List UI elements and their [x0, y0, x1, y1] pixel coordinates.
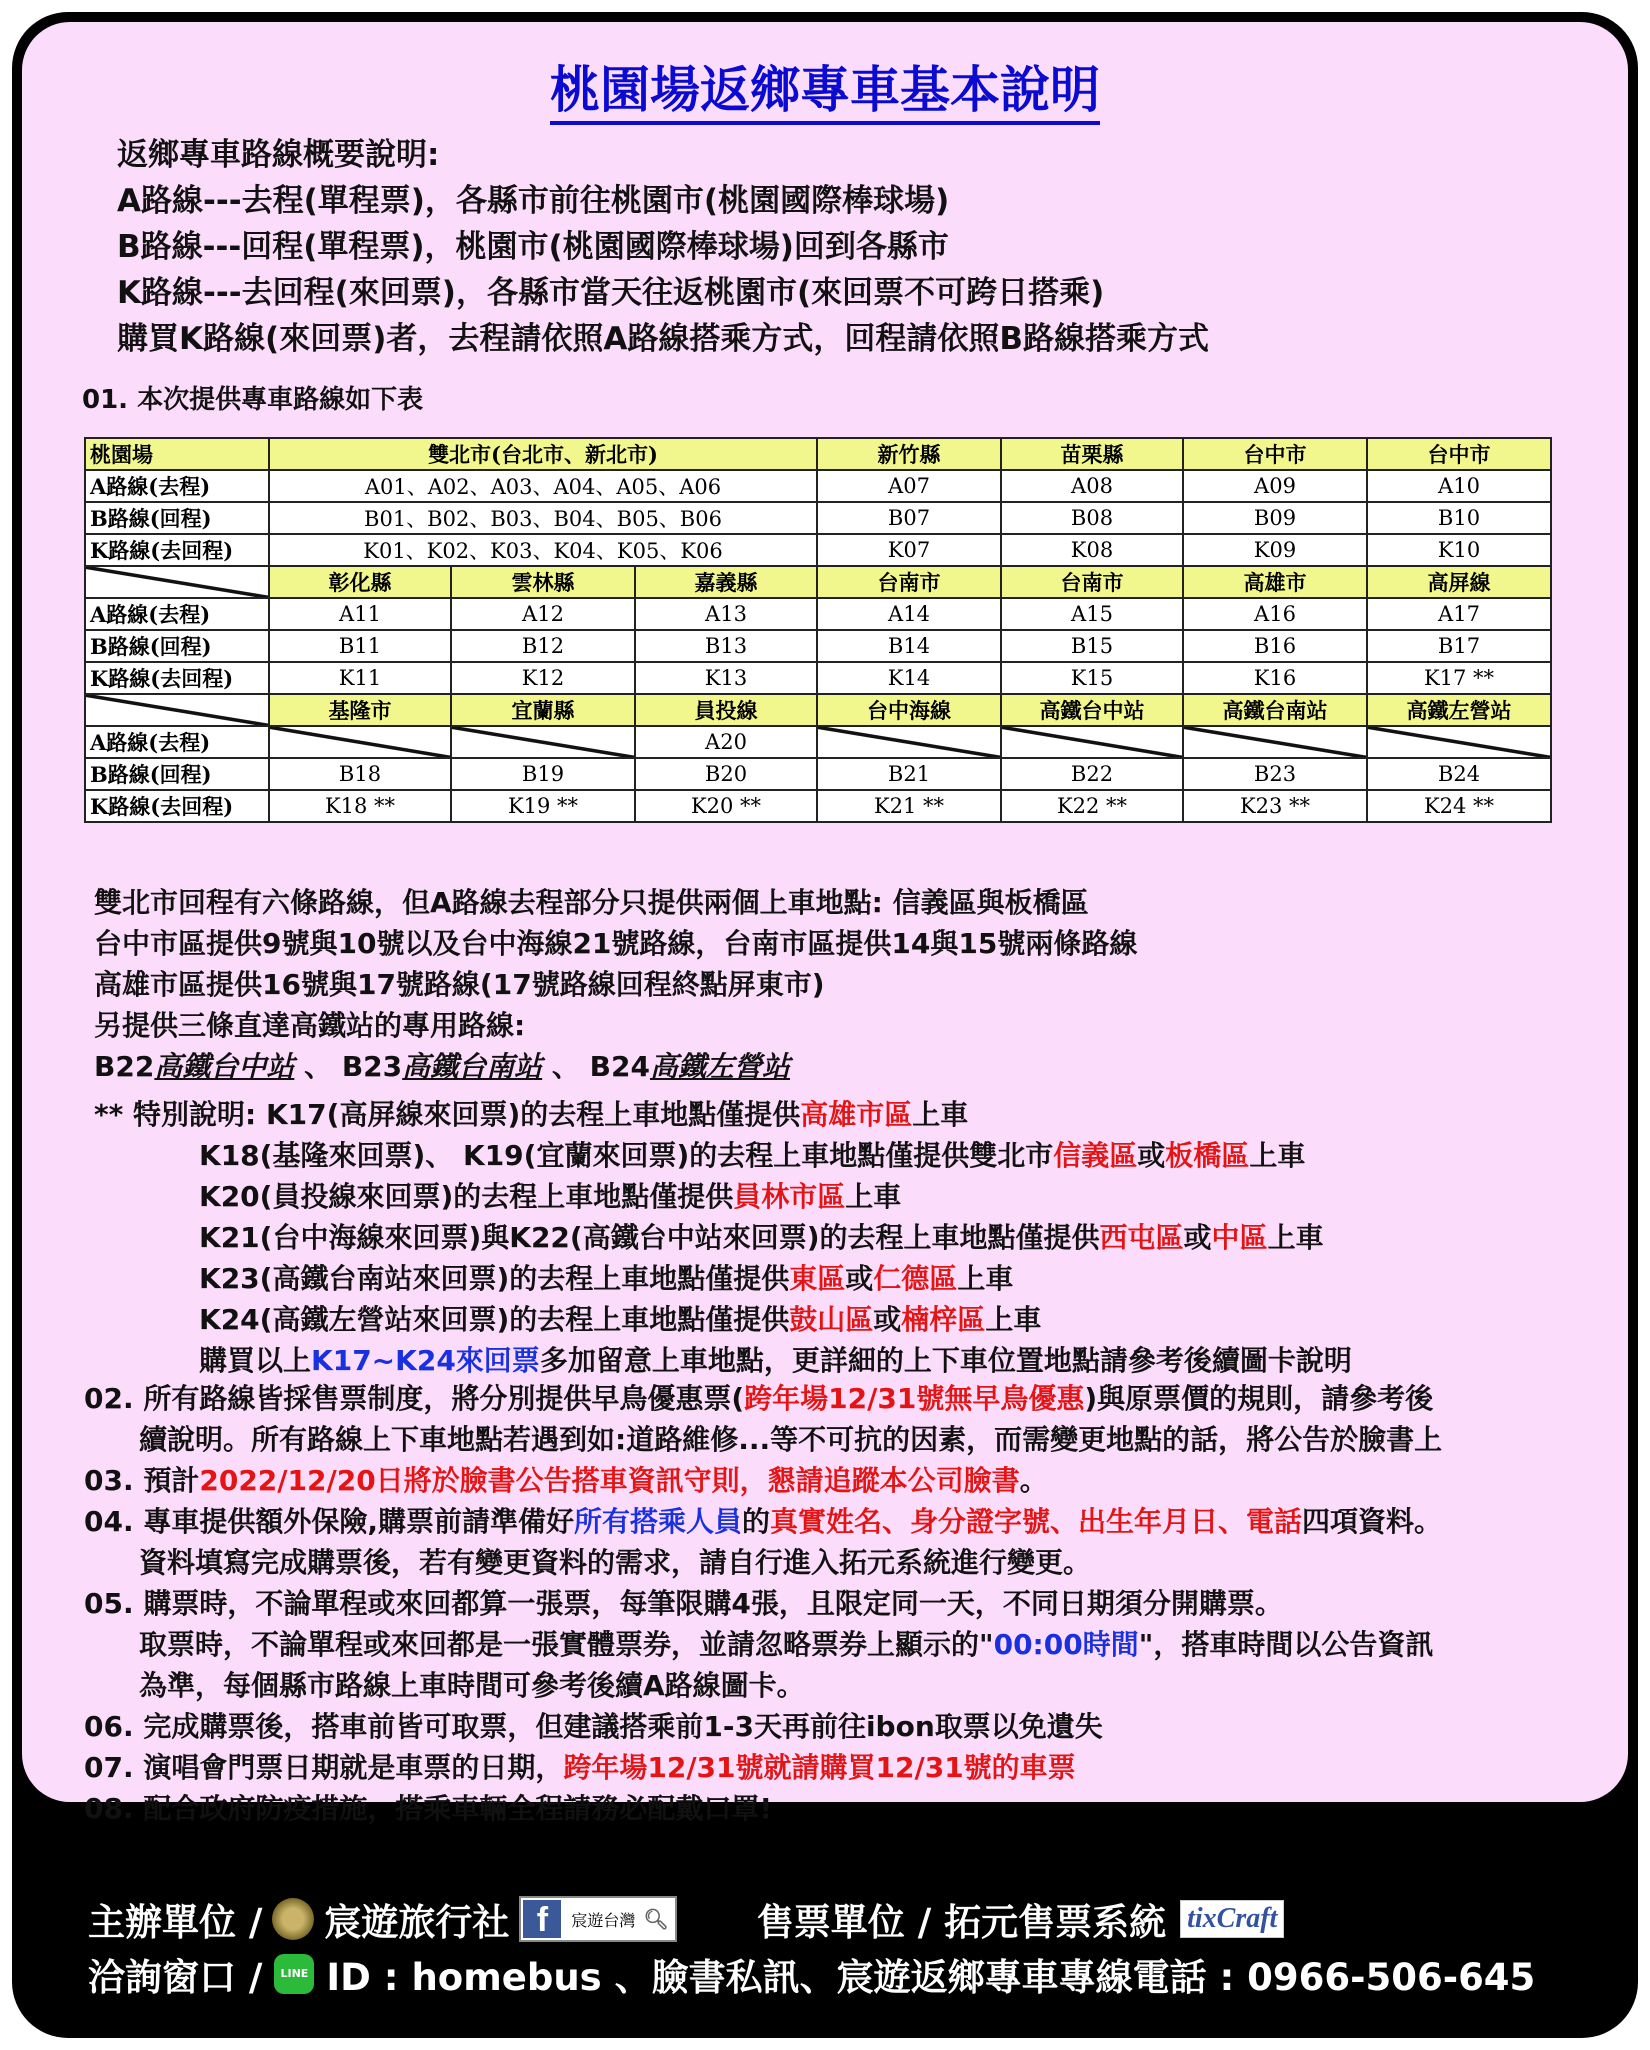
table-cell: A10	[1367, 470, 1551, 502]
highlight-red: 鼓山區	[789, 1303, 874, 1336]
text: 03. 預計	[84, 1464, 200, 1497]
table-cell: B19	[451, 758, 635, 790]
page-title-text: 桃園場返鄉專車基本說明	[550, 61, 1100, 125]
table-cell: K09	[1183, 534, 1367, 566]
row-label: K路線(去回程)	[85, 534, 269, 566]
table-cell: B16	[1183, 630, 1367, 662]
table-cell: B13	[635, 630, 817, 662]
item-03	[84, 1460, 1442, 1501]
table-header: 台中市	[1367, 438, 1551, 470]
text: 購買以上	[199, 1344, 312, 1377]
hsr-station: 高鐵台南站	[402, 1050, 543, 1083]
note-line: 高雄市區提供16號與17號路線(17號路線回程終點屏東市)	[94, 968, 825, 1001]
row-label: K路線(去回程)	[85, 790, 269, 822]
organizer-label: 主辦單位 /	[88, 1901, 263, 1944]
table-cell-empty	[817, 726, 1001, 758]
special-line	[94, 1258, 1352, 1299]
row-label: A路線(去程)	[85, 726, 269, 758]
table-row	[85, 598, 1551, 630]
table-row	[85, 758, 1551, 790]
table-cell: K15	[1001, 662, 1183, 694]
table-cell: K10	[1367, 534, 1551, 566]
separator: 、	[294, 1050, 342, 1083]
search-icon: 🔍︎	[643, 1907, 669, 1931]
numbered-items	[84, 1378, 1442, 1829]
text: 或	[873, 1303, 902, 1336]
table-cell: B20	[635, 758, 817, 790]
highlight-blue: 00:00時間	[993, 1628, 1139, 1661]
table-header: 宜蘭縣	[451, 694, 635, 726]
text: "，搭車時間以公告資訊	[1138, 1628, 1434, 1661]
table-header: 嘉義縣	[635, 566, 817, 598]
text: 或	[1183, 1221, 1212, 1254]
table-header: 高鐵左營站	[1367, 694, 1551, 726]
text: 多加留意上車地點，更詳細的上下車位置地點請參考後續圖卡說明	[539, 1344, 1352, 1377]
table-cell: B10	[1367, 502, 1551, 534]
table-cell-empty	[451, 726, 635, 758]
text: ** 特別說明: K17(高屏線來回票)的去程上車地點僅提供	[94, 1098, 801, 1131]
hsr-code: B23	[341, 1050, 403, 1083]
text: 上車	[1249, 1139, 1306, 1172]
text: K24(高鐵左營站來回票)的去程上車地點僅提供	[199, 1303, 790, 1336]
row-label: A路線(去程)	[85, 470, 269, 502]
footer-row-organizer	[88, 1892, 1284, 1946]
route-summary	[117, 132, 1209, 362]
special-line	[94, 1340, 1352, 1381]
hsr-routes	[94, 1046, 1137, 1087]
table-cell: K16	[1183, 662, 1367, 694]
highlight-red: 2022/12/20日將於臉書公告搭車資訊守則，懇請追蹤本公司臉書	[199, 1464, 1020, 1497]
note-line: 另提供三條直達高鐵站的專用路線:	[94, 1009, 526, 1042]
text: 上車	[912, 1098, 969, 1131]
text: 04. 專車提供額外保險,購票前請準備好	[84, 1505, 574, 1538]
page-frame	[12, 12, 1638, 2038]
hsr-code: B22	[94, 1050, 155, 1083]
table-cell: K24 **	[1367, 790, 1551, 822]
table-cell: B23	[1183, 758, 1367, 790]
note-line: 台中市區提供9號與10號以及台中海線21號路線，台南市區提供14與15號兩條路線	[94, 927, 1138, 960]
table-header: 新竹縣	[817, 438, 1001, 470]
special-line	[94, 1217, 1352, 1258]
highlight-red: 板橋區	[1165, 1139, 1250, 1172]
table-cell: K01、K02、K03、K04、K05、K06	[269, 534, 817, 566]
table-cell-empty	[1367, 726, 1551, 758]
highlight-red: 跨年場12/31號無早鳥優惠	[744, 1382, 1085, 1415]
row-label: B路線(回程)	[85, 630, 269, 662]
table-header: 高雄市	[1183, 566, 1367, 598]
item-05-cont: 為準，每個縣市路線上車時間可參考後續A路線圖卡。	[139, 1669, 805, 1702]
table-cell: B24	[1367, 758, 1551, 790]
table-cell: K14	[817, 662, 1001, 694]
table-cell: B11	[269, 630, 451, 662]
hsr-station: 高鐵台中站	[154, 1050, 295, 1083]
table-row	[85, 470, 1551, 502]
table-cell-empty	[1183, 726, 1367, 758]
item-02-cont: 續說明。所有路線上下車地點若遇到如:道路維修...等不可抗的因素，而需變更地點的話，將公告於臉書上	[139, 1423, 1443, 1456]
table-cell: K22 **	[1001, 790, 1183, 822]
item-05: 05. 購票時，不論單程或來回都算一張票，每筆限購4張，且限定同一天，不同日期須分開購票。	[84, 1587, 1283, 1620]
item-07	[84, 1747, 1442, 1788]
highlight-red: 員林市區	[733, 1180, 846, 1213]
table-cell: A09	[1183, 470, 1367, 502]
table-cell: A14	[817, 598, 1001, 630]
table-header: 苗栗縣	[1001, 438, 1183, 470]
table-diagonal-cell	[85, 566, 269, 598]
organizer-name: 宸遊旅行社	[324, 1901, 510, 1944]
table-header: 高鐵台南站	[1183, 694, 1367, 726]
table-header: 彰化縣	[269, 566, 451, 598]
summary-line: 返鄉專車路線概要說明:	[117, 137, 440, 173]
highlight-red: 中區	[1211, 1221, 1268, 1254]
table-cell: K12	[451, 662, 635, 694]
table-row	[85, 438, 1551, 470]
table-cell: K07	[817, 534, 1001, 566]
highlight-red: 高雄市區	[800, 1098, 913, 1131]
text: 或	[845, 1262, 874, 1295]
table-cell: B08	[1001, 502, 1183, 534]
text: 07. 演唱會門票日期就是車票的日期，	[84, 1751, 564, 1784]
table-cell: K13	[635, 662, 817, 694]
table-cell: A16	[1183, 598, 1367, 630]
info-panel	[22, 22, 1628, 1825]
table-header: 台中海線	[817, 694, 1001, 726]
item-06: 06. 完成購票後，搭車前皆可取票，但建議搭乘前1-3天再前往ibon取票以免遺失	[84, 1710, 1103, 1743]
row-label: B路線(回程)	[85, 758, 269, 790]
table-header: 員投線	[635, 694, 817, 726]
table-cell: A07	[817, 470, 1001, 502]
route-table	[84, 437, 1552, 823]
text: 四項資料。	[1302, 1505, 1443, 1538]
special-line	[94, 1176, 1352, 1217]
table-cell: A11	[269, 598, 451, 630]
table-row	[85, 726, 1551, 758]
table-row	[85, 502, 1551, 534]
row-label: A路線(去程)	[85, 598, 269, 630]
table-row	[85, 534, 1551, 566]
table-header: 台南市	[1001, 566, 1183, 598]
table-header: 台南市	[817, 566, 1001, 598]
table-cell: A15	[1001, 598, 1183, 630]
highlight-red: 真實姓名、身分證字號、出生年月日、電話	[770, 1505, 1303, 1538]
summary-line: 購買K路線(來回票)者，去程請依照A路線搭乘方式，回程請依照B路線搭乘方式	[117, 321, 1209, 357]
item-04-cont: 資料填寫完成購票後，若有變更資料的需求，請自行進入拓元系統進行變更。	[139, 1546, 1092, 1579]
text: 上車	[957, 1262, 1014, 1295]
table-header: 高鐵台中站	[1001, 694, 1183, 726]
special-line	[94, 1094, 1352, 1135]
highlight-red: 東區	[789, 1262, 846, 1295]
row-label: K路線(去回程)	[85, 662, 269, 694]
special-notes	[94, 1094, 1352, 1381]
contact-label: 洽詢窗口 /	[88, 1956, 263, 1999]
highlight-blue: K17~K24來回票	[311, 1344, 540, 1377]
table-header: 雙北市(台北市、新北市)	[269, 438, 817, 470]
route-notes	[94, 882, 1137, 1087]
highlight-blue: 所有搭乘人員	[574, 1505, 743, 1538]
table-cell: K17 **	[1367, 662, 1551, 694]
item-04	[84, 1501, 1442, 1542]
separator: 、	[542, 1050, 590, 1083]
table-cell: B17	[1367, 630, 1551, 662]
organizer-logo	[272, 1898, 314, 1940]
text: 的	[742, 1505, 771, 1538]
highlight-red: 跨年場12/31號就請購買12/31號的車票	[563, 1751, 1076, 1784]
text: 取票時，不論單程或來回都是一張實體票券，並請忽略票券上顯示的"	[139, 1628, 994, 1661]
text: K20(員投線來回票)的去程上車地點僅提供	[199, 1180, 734, 1213]
highlight-red: 楠梓區	[901, 1303, 986, 1336]
contact-info: ID : homebus 、臉書私訊、宸遊返鄉專車專線電話 : 0966-506-645	[326, 1956, 1536, 1999]
table-row	[85, 790, 1551, 822]
special-line	[94, 1299, 1352, 1340]
table-cell: B15	[1001, 630, 1183, 662]
text: 上車	[985, 1303, 1042, 1336]
hsr-station: 高鐵左營站	[649, 1050, 790, 1083]
table-cell: K08	[1001, 534, 1183, 566]
table-row	[85, 694, 1551, 726]
table-cell: A01、A02、A03、A04、A05、A06	[269, 470, 817, 502]
line-icon: LINE	[274, 1954, 314, 1994]
text: 上車	[845, 1180, 902, 1213]
item-02	[84, 1378, 1442, 1419]
table-cell: A17	[1367, 598, 1551, 630]
table-cell: B07	[817, 502, 1001, 534]
table-cell: B01、B02、B03、B04、B05、B06	[269, 502, 817, 534]
table-cell-empty	[1001, 726, 1183, 758]
table-cell: A13	[635, 598, 817, 630]
table-cell: B14	[817, 630, 1001, 662]
summary-line: K路線---去回程(來回票)，各縣市當天往返桃園市(來回票不可跨日搭乘)	[117, 275, 1105, 311]
tixcraft-logo: tixCraft	[1180, 1900, 1284, 1938]
text: K21(台中海線來回票)與K22(高鐵台中站來回票)的去程上車地點僅提供	[199, 1221, 1100, 1254]
facebook-page-name: 宸遊台灣	[571, 1910, 636, 1930]
hsr-code: B24	[589, 1050, 650, 1083]
table-row	[85, 662, 1551, 694]
item-05-cont	[84, 1624, 1442, 1665]
text: K23(高鐵台南站來回票)的去程上車地點僅提供	[199, 1262, 790, 1295]
table-header: 雲林縣	[451, 566, 635, 598]
table-cell: K21 **	[817, 790, 1001, 822]
highlight-red: 信義區	[1053, 1139, 1138, 1172]
highlight-red: 西屯區	[1099, 1221, 1184, 1254]
table-cell: A12	[451, 598, 635, 630]
text: )與原票價的規則，請參考後	[1084, 1382, 1434, 1415]
table-cell: K18 **	[269, 790, 451, 822]
highlight-red: 仁德區	[873, 1262, 958, 1295]
table-cell: B22	[1001, 758, 1183, 790]
table-header: 高屏線	[1367, 566, 1551, 598]
table-header: 基隆市	[269, 694, 451, 726]
table-row	[85, 566, 1551, 598]
summary-line: A路線---去程(單程票)，各縣市前往桃園市(桃園國際棒球場)	[117, 183, 950, 219]
table-cell: A08	[1001, 470, 1183, 502]
table-cell-empty	[269, 726, 451, 758]
table-cell: B12	[451, 630, 635, 662]
row-label: B路線(回程)	[85, 502, 269, 534]
table-header: 台中市	[1183, 438, 1367, 470]
table-cell: K20 **	[635, 790, 817, 822]
text: 上車	[1267, 1221, 1324, 1254]
footer-row-contact	[88, 1947, 1535, 2001]
text: 。	[1019, 1464, 1048, 1497]
text: 或	[1137, 1139, 1166, 1172]
table-caption: 01. 本次提供專車路線如下表	[82, 385, 424, 415]
note-line: 雙北市回程有六條路線，但A路線去程部分只提供兩個上車地點: 信義區與板橋區	[94, 886, 1089, 919]
page-title	[22, 50, 1628, 122]
table-cell: A20	[635, 726, 817, 758]
table-row	[85, 630, 1551, 662]
facebook-icon: f	[523, 1900, 561, 1938]
table-corner: 桃園場	[85, 438, 269, 470]
table-cell: K19 **	[451, 790, 635, 822]
table-cell: B18	[269, 758, 451, 790]
summary-line: B路線---回程(單程票)，桃園市(桃園國際棒球場)回到各縣市	[117, 229, 949, 265]
sales-label: 售票單位 / 拓元售票系統	[756, 1901, 1167, 1944]
table-cell: K23 **	[1183, 790, 1367, 822]
table-cell: B09	[1183, 502, 1367, 534]
text: K18(基隆來回票)、 K19(宜蘭來回票)的去程上車地點僅提供雙北市	[199, 1139, 1054, 1172]
facebook-page-link[interactable]	[519, 1896, 676, 1942]
item-08: 08. 配合政府防疫措施，搭乘車輛全程請務必配戴口罩!	[84, 1792, 773, 1825]
table-diagonal-cell	[85, 694, 269, 726]
table-cell: B21	[817, 758, 1001, 790]
table-cell: K11	[269, 662, 451, 694]
text: 02. 所有路線皆採售票制度，將分別提供早鳥優惠票(	[84, 1382, 745, 1415]
special-line	[94, 1135, 1352, 1176]
